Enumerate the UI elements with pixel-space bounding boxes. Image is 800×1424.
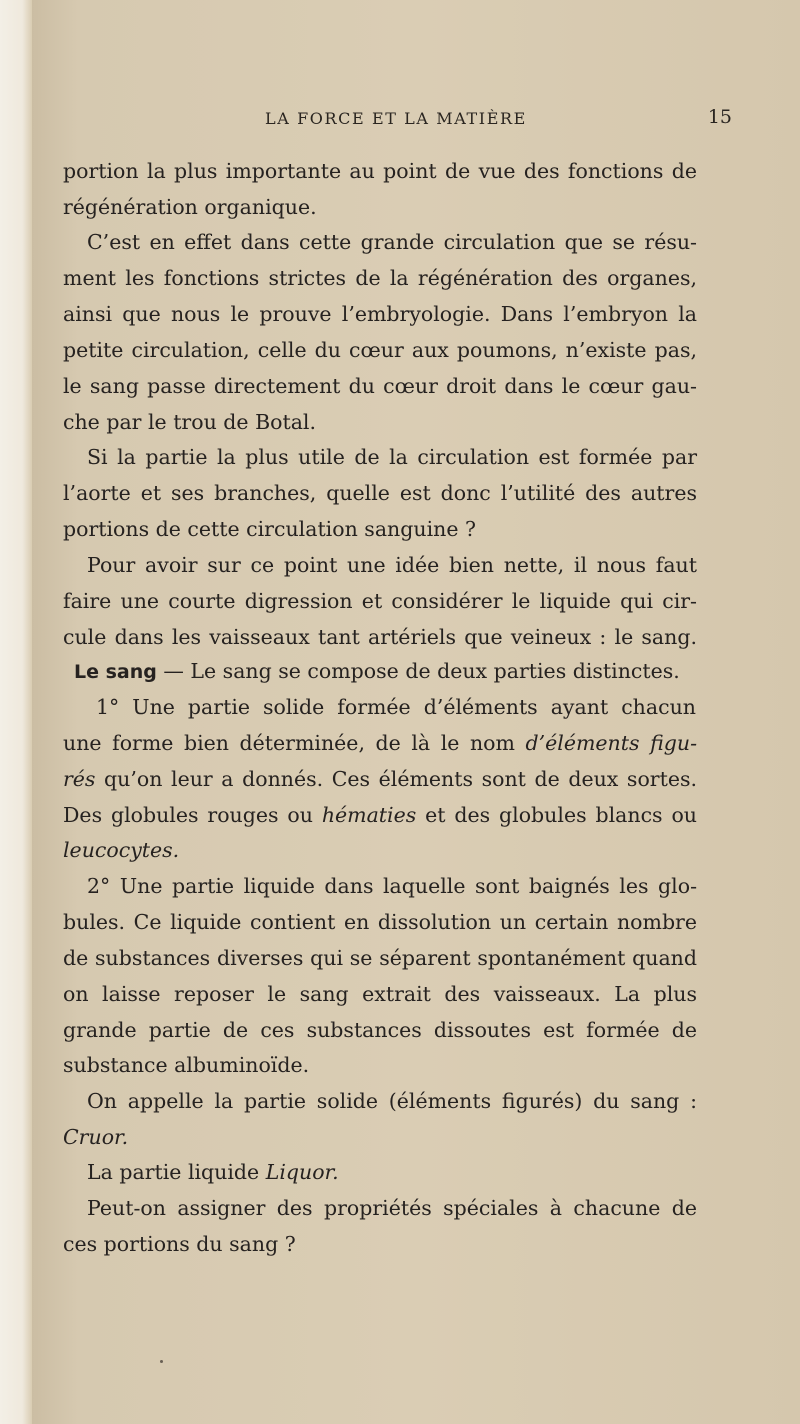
italic-term: Cruor. — [63, 1125, 129, 1149]
text-run: La partie liquide — [87, 1160, 266, 1184]
text-line — [63, 797, 697, 833]
text-run: et des globules blancs ou — [416, 803, 697, 827]
page-number: 15 — [707, 106, 732, 128]
text-line — [63, 725, 697, 761]
text-line: ainsi que nous le prouve l’embryologie. Dans l’embryon la — [63, 302, 697, 326]
text-line: on laisse reposer le sang extrait des vaisseaux. La plus — [63, 982, 697, 1006]
text-line: che par le trou de Botal. — [63, 410, 317, 434]
italic-term: hématies — [321, 803, 417, 827]
text-line: faire une courte digression et considérer le liquide qui cir- — [63, 589, 697, 613]
text-line: le sang passe directement du cœur droit dans le cœur gau- — [63, 374, 697, 398]
text-line — [63, 1119, 697, 1155]
page-edge-shadow — [0, 0, 32, 1424]
text-line: C’est en effet dans cette grande circulation que se résu- — [87, 230, 697, 254]
text-line — [63, 761, 697, 797]
running-title: LA FORCE ET LA MATIÈRE — [265, 109, 527, 128]
text-line: l’aorte et ses branches, quelle est donc l’utilité des autres — [63, 481, 697, 505]
text-line: de substances diverses qui se séparent spontanément quand — [63, 946, 697, 970]
text-run: — Le sang se compose de deux parties distinctes. — [156, 659, 680, 683]
italic-term: Liquor. — [265, 1160, 339, 1184]
text-line: substance albuminoïde. — [63, 1053, 310, 1077]
italic-term: rés — [63, 767, 96, 791]
text-line: Si la partie la plus utile de la circulation est formée par — [87, 445, 697, 469]
text-line: cule dans les vaisseaux tant artériels que veineux : le sang. — [63, 625, 697, 649]
text-line: petite circulation, celle du cœur aux poumons, n’existe pas, — [63, 338, 697, 362]
text-run: Des globules rouges ou — [63, 803, 322, 827]
text-line: On appelle la partie solide (éléments figurés) du sang : — [87, 1089, 697, 1113]
text-line: 1° Une partie solide formée d’éléments ayant chacun — [96, 695, 696, 719]
section-heading-line — [74, 653, 698, 689]
text-line: portion la plus importante au point de vue des fonctions de — [63, 159, 697, 183]
italic-term: leucocytes. — [63, 838, 180, 862]
page-header — [32, 106, 732, 136]
italic-term: d’éléments figu- — [525, 731, 698, 755]
text-run: qu’on leur a donnés. Ces éléments sont de deux sortes. — [95, 767, 697, 791]
text-line: bules. Ce liquide contient en dissolution un certain nombre — [63, 910, 697, 934]
text-line: régénération organique. — [63, 195, 317, 219]
section-heading: Le sang — [74, 661, 157, 683]
text-line — [63, 1154, 697, 1190]
text-line: 2° Une partie liquide dans laquelle sont baignés les glo- — [87, 874, 697, 898]
print-speck — [160, 1360, 163, 1363]
text-line: Peut-on assigner des propriétés spéciales à chacune de — [87, 1196, 697, 1220]
text-run: une forme bien déterminée, de là le nom — [63, 731, 526, 755]
text-line: portions de cette circulation sanguine ? — [63, 517, 476, 541]
text-line: ment les fonctions strictes de la régénération des organes, — [63, 266, 697, 290]
text-line: Pour avoir sur ce point une idée bien nette, il nous faut — [87, 553, 697, 577]
text-line — [63, 832, 697, 868]
text-line: ces portions du sang ? — [63, 1232, 296, 1256]
text-line: grande partie de ces substances dissoutes est formée de — [63, 1018, 697, 1042]
